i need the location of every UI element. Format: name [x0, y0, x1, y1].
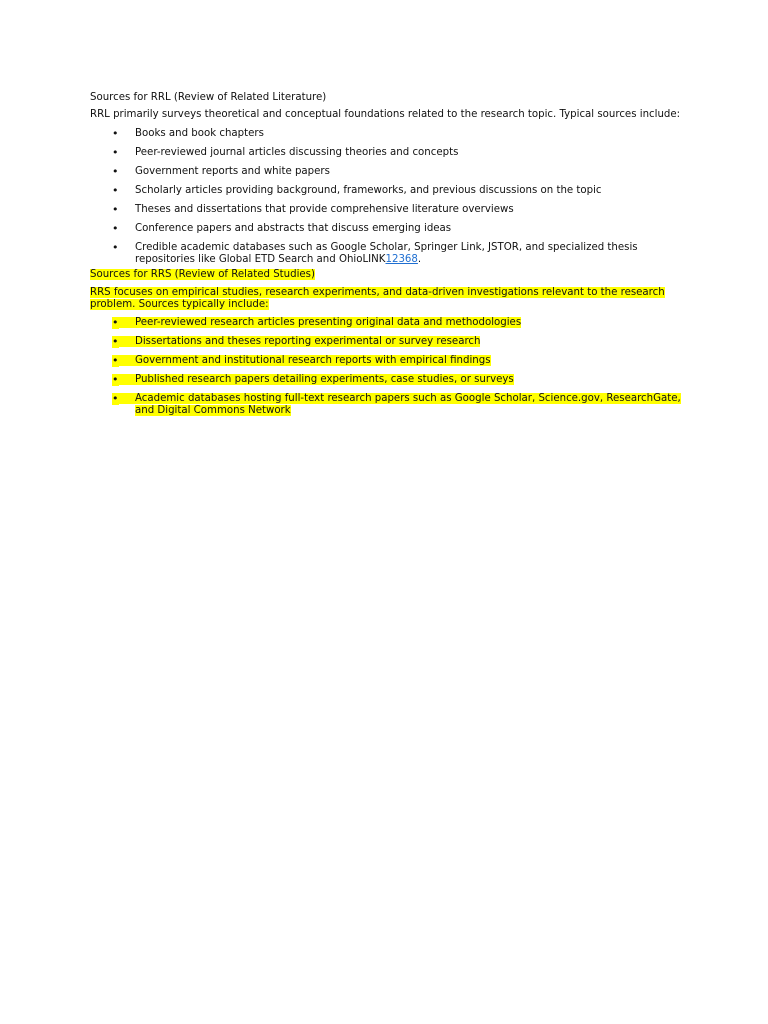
list-item: • Government and institutional research reports with empirical findings	[112, 354, 491, 367]
bullet-icon: •	[112, 354, 119, 367]
bullet-icon: •	[112, 203, 119, 216]
rrs-intro: RRS focuses on empirical studies, research experiments, and data-driven investigations relevant to the research problem. Sources typically include:	[90, 287, 665, 310]
document-body	[90, 92, 690, 424]
bullet-icon: •	[112, 241, 119, 254]
list-item: • Credible academic databases such as Google Scholar, Springer Link, JSTOR, and specialized thesis repositories like Global ETD Search and OhioLINK12368.	[112, 241, 638, 265]
bullet-icon: •	[112, 335, 119, 348]
bullet-icon: •	[112, 222, 119, 235]
list-item: • Government reports and white papers	[112, 165, 330, 178]
citation-link[interactable]: 12368	[385, 254, 418, 265]
bullet-icon: •	[112, 127, 119, 140]
bullet-icon: •	[112, 316, 119, 329]
bullet-icon: •	[112, 146, 119, 159]
bullet-icon: •	[112, 184, 119, 197]
list-item: • Dissertations and theses reporting experimental or survey research	[112, 335, 481, 348]
list-item: • Theses and dissertations that provide comprehensive literature overviews	[112, 203, 514, 216]
list-item: • Books and book chapters	[112, 127, 264, 140]
list-item: • Conference papers and abstracts that discuss emerging ideas	[112, 222, 452, 235]
list-item: • Scholarly articles providing background, frameworks, and previous discussions on the topic	[112, 184, 602, 197]
bullet-icon: •	[112, 373, 119, 386]
bullet-icon: •	[112, 392, 119, 405]
rrl-heading: Sources for RRL (Review of Related Literature)	[90, 92, 327, 103]
list-item: • Published research papers detailing experiments, case studies, or surveys	[112, 373, 514, 386]
bullet-icon: •	[112, 165, 119, 178]
list-item: • Academic databases hosting full-text research papers such as Google Scholar, Science.gov, ResearchGate, and Digital Commons Network	[112, 392, 681, 416]
rrs-list	[90, 317, 690, 417]
rrl-list	[90, 128, 690, 266]
rrl-intro: RRL primarily surveys theoretical and conceptual foundations related to the research topic. Typical sources include:	[90, 109, 681, 120]
rrs-heading: Sources for RRS (Review of Related Studies)	[90, 269, 315, 280]
list-item: • Peer-reviewed research articles presenting original data and methodologies	[112, 316, 522, 329]
list-item: • Peer-reviewed journal articles discussing theories and concepts	[112, 146, 459, 159]
